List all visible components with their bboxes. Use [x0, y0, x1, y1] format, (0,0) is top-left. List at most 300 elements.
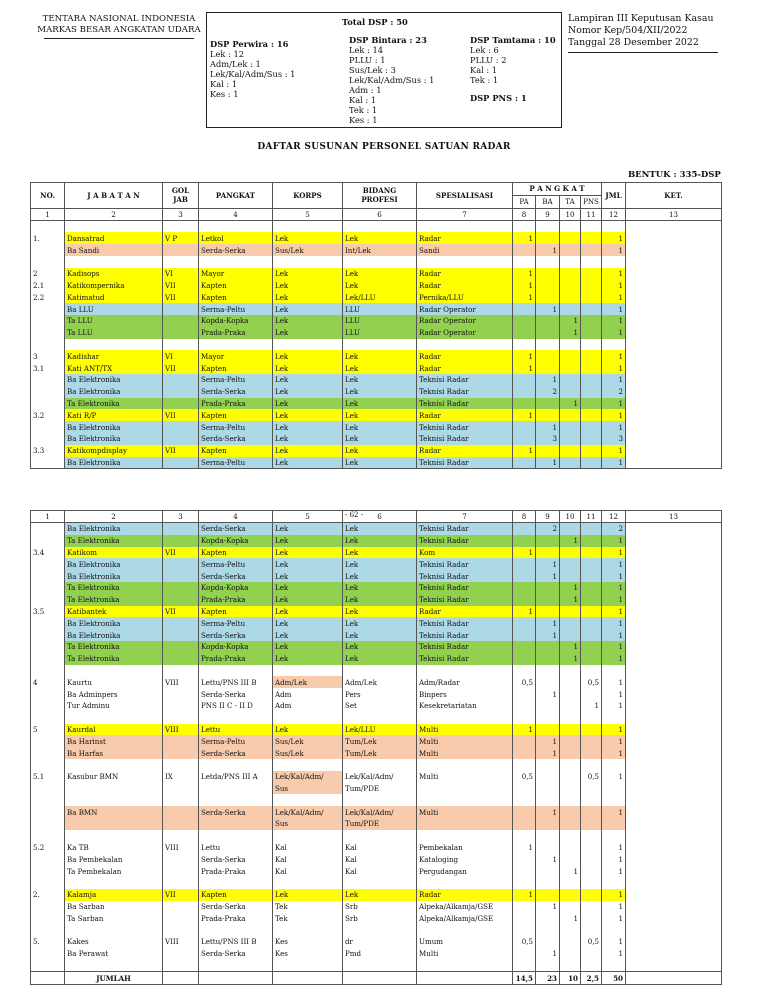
cell-ket: [626, 688, 722, 700]
cell-ba: 1: [536, 853, 560, 865]
cell-no: [31, 688, 65, 700]
cell-spes: Radar: [417, 409, 513, 421]
cell-pkt: Mayor: [199, 350, 273, 362]
cell-ket: [626, 853, 722, 865]
cell-ta: [560, 606, 581, 618]
cell-bid: Lek: [343, 641, 417, 653]
cell-ta: [560, 665, 581, 677]
cell-gol: VI: [163, 350, 199, 362]
cell-bid: Kal: [343, 842, 417, 854]
cell-pns: [581, 735, 602, 747]
cell-ba: [536, 936, 560, 948]
cell-gol: [163, 735, 199, 747]
cell-jml: 2: [602, 523, 626, 535]
table-row: [31, 629, 722, 641]
cell-pa: [513, 735, 536, 747]
cell-jml: 1: [602, 842, 626, 854]
table-row: [31, 244, 722, 256]
cell-jab: Ba Elektronika: [65, 558, 163, 570]
cell-ba: [536, 220, 560, 232]
table-row: [31, 665, 722, 677]
cell-jml: 1: [602, 771, 626, 783]
cell-pkt: Prada-Praka: [199, 398, 273, 410]
cell-jml: 1: [602, 901, 626, 913]
cell-pa: [513, 712, 536, 724]
perwira-item: Lek/Kal/Adm/Sus : 1: [210, 69, 296, 79]
cell-pns: [581, 315, 602, 327]
cell-pns: [581, 570, 602, 582]
cell-jml: [602, 959, 626, 971]
cell-no: [31, 398, 65, 410]
cell-pkt: Kapten: [199, 445, 273, 457]
cell-spes: Radar Operator: [417, 327, 513, 339]
cell-ba: [536, 232, 560, 244]
table-row: [31, 617, 722, 629]
cell-gol: [163, 570, 199, 582]
table-row: [31, 901, 722, 913]
cell-korps: Lek: [273, 409, 343, 421]
cell-pns: [581, 889, 602, 901]
cell-pa: [513, 594, 536, 606]
cell-pa: [513, 457, 536, 469]
col-ket: KET.: [626, 183, 722, 209]
cell-jab: [65, 877, 163, 889]
cell-pkt: Prada-Praka: [199, 327, 273, 339]
cell-pkt: Serda-Serka: [199, 570, 273, 582]
cell-spes: Teknisi Radar: [417, 641, 513, 653]
cell-gol: [163, 865, 199, 877]
cell-korps: Lek: [273, 629, 343, 641]
cell-ba: [536, 830, 560, 842]
cell-no: 3.5: [31, 606, 65, 618]
cell-ba: [536, 665, 560, 677]
cell-ta: [560, 794, 581, 806]
cell-ket: [626, 232, 722, 244]
column-number-row-2: [31, 511, 722, 523]
cell-jml: 1: [602, 362, 626, 374]
cell-ket: [626, 724, 722, 736]
cell-pkt: [199, 759, 273, 771]
cell-ba: [536, 783, 560, 795]
col-pangkat-group: P A N G K A T: [513, 183, 602, 196]
cell-jml: 1: [602, 303, 626, 315]
cell-ba: 2: [536, 523, 560, 535]
cell-ba: [536, 724, 560, 736]
cell-pa: [513, 853, 536, 865]
cell-jml: 1: [602, 547, 626, 559]
cell-pa: [513, 386, 536, 398]
tamtama-item: Tek : 1: [470, 75, 499, 85]
cell-ket: [626, 901, 722, 913]
cell-jab: Ba Elektronika: [65, 629, 163, 641]
cell-pa: [513, 865, 536, 877]
cell-ket: [626, 547, 722, 559]
cell-korps: Lek: [273, 268, 343, 280]
nomor-line: Nomor Kep/504/XII/2022: [568, 25, 688, 36]
cell-pns: [581, 747, 602, 759]
cell-no: [31, 315, 65, 327]
cell-ket: [626, 700, 722, 712]
cell-spes: [417, 339, 513, 351]
table-row: [31, 712, 722, 724]
cell-ket: [626, 339, 722, 351]
cell-ta: [560, 339, 581, 351]
cell-pa: [513, 327, 536, 339]
col-number-cell: 13: [626, 511, 722, 523]
table-row: [31, 315, 722, 327]
cell-spes: Radar: [417, 268, 513, 280]
cell-jml: 1: [602, 676, 626, 688]
cell-pa: [513, 315, 536, 327]
cell-jab: Ta LLU: [65, 315, 163, 327]
cell-pa: [513, 877, 536, 889]
cell-pkt: Serma-Peltu: [199, 421, 273, 433]
cell-pns: [581, 220, 602, 232]
cell-jab: Ta Pembekalan: [65, 865, 163, 877]
cell-jab: Kati ANT/TX: [65, 362, 163, 374]
cell-pkt: Kapten: [199, 889, 273, 901]
cell-korps: Lek: [273, 362, 343, 374]
cell-ket: [626, 433, 722, 445]
cell-no: [31, 303, 65, 315]
cell-spes: Teknisi Radar: [417, 523, 513, 535]
cell-korps: Lek: [273, 606, 343, 618]
cell-spes: Multi: [417, 724, 513, 736]
cell-pns: [581, 433, 602, 445]
table-row: [31, 594, 722, 606]
cell-spes: Radar: [417, 889, 513, 901]
cell-korps: [273, 794, 343, 806]
col-number-cell: 7: [417, 208, 513, 220]
cell-ba: [536, 398, 560, 410]
cell-ba: 1: [536, 570, 560, 582]
cell-pa: 1: [513, 842, 536, 854]
cell-pkt: Kopda-Kopka: [199, 641, 273, 653]
cell-jml: 1: [602, 724, 626, 736]
cell-ta: [560, 523, 581, 535]
cell-spes: Binpers: [417, 688, 513, 700]
cell-pa: 1: [513, 280, 536, 292]
cell-jml: [602, 794, 626, 806]
cell-bid: dr: [343, 936, 417, 948]
cell-spes: Kom: [417, 547, 513, 559]
cell-pa: 1: [513, 232, 536, 244]
cell-pns: 0,5: [581, 936, 602, 948]
cell-gol: [163, 386, 199, 398]
bintara-item: Tek : 1: [349, 105, 378, 115]
cell-pa: [513, 783, 536, 795]
cell-bid: Lek: [343, 433, 417, 445]
cell-korps: [273, 339, 343, 351]
cell-korps: Kes: [273, 948, 343, 960]
cell-pa: [513, 901, 536, 913]
cell-jml: 1: [602, 735, 626, 747]
cell-pa: 1: [513, 445, 536, 457]
cell-gol: [163, 641, 199, 653]
cell-ta: [560, 220, 581, 232]
cell-gol: [163, 594, 199, 606]
cell-ket: [626, 582, 722, 594]
cell-spes: Radar: [417, 606, 513, 618]
cell-no: 3.1: [31, 362, 65, 374]
cell-ket: [626, 570, 722, 582]
cell-korps: Lek: [273, 523, 343, 535]
cell-gol: [163, 457, 199, 469]
col-number-cell: 3: [163, 511, 199, 523]
col-number-cell: 3: [163, 208, 199, 220]
cell-korps: Lek: [273, 558, 343, 570]
col-number-cell: 2: [65, 511, 163, 523]
cell-pa: 1: [513, 724, 536, 736]
cell-bid: Kal: [343, 853, 417, 865]
cell-no: [31, 877, 65, 889]
cell-ba: [536, 759, 560, 771]
cell-jml: [602, 759, 626, 771]
cell-jab: Dansatrad: [65, 232, 163, 244]
cell-jml: [602, 665, 626, 677]
cell-pns: 0,5: [581, 771, 602, 783]
cell-pa: [513, 959, 536, 971]
cell-jml: 1: [602, 582, 626, 594]
cell-bid: [343, 256, 417, 268]
cell-korps: Lek: [273, 617, 343, 629]
cell-bid: Kal: [343, 865, 417, 877]
cell-pa: [513, 653, 536, 665]
cell-korps: [273, 830, 343, 842]
cell-no: [31, 735, 65, 747]
table-row: [31, 547, 722, 559]
cell-pa: [513, 421, 536, 433]
cell-bid: Lek: [343, 409, 417, 421]
table-row: [31, 232, 722, 244]
cell-ket: [626, 959, 722, 971]
cell-jml: [602, 877, 626, 889]
cell-ba: [536, 547, 560, 559]
cell-bid: Lek: [343, 232, 417, 244]
cell-pkt: Letkol: [199, 232, 273, 244]
cell-gol: [163, 806, 199, 818]
cell-pa: 0,5: [513, 771, 536, 783]
cell-gol: [163, 244, 199, 256]
cell-bid: Lek/Kal/Adm/: [343, 806, 417, 818]
cell-ba: [536, 924, 560, 936]
cell-jab: [65, 830, 163, 842]
cell-pkt: Serda-Serka: [199, 386, 273, 398]
cell-pkt: Serda-Serka: [199, 948, 273, 960]
cell-pkt: Kapten: [199, 280, 273, 292]
cell-bid: Tum/Lek: [343, 735, 417, 747]
column-number-row: [31, 208, 722, 220]
cell-pa: 0,5: [513, 676, 536, 688]
cell-jab: Kadisops: [65, 268, 163, 280]
cell-bid: Lek: [343, 421, 417, 433]
cell-pkt: PNS II C - II D: [199, 700, 273, 712]
bintara-item: Kes : 1: [349, 115, 378, 125]
cell-no: 3.3: [31, 445, 65, 457]
cell-jab: Kati R/P: [65, 409, 163, 421]
cell-bid: [343, 339, 417, 351]
cell-gol: VIII: [163, 676, 199, 688]
cell-pa: [513, 244, 536, 256]
cell-ket: [626, 606, 722, 618]
cell-jab: [65, 339, 163, 351]
cell-pkt: Kapten: [199, 409, 273, 421]
cell-bid: Tum/PDE: [343, 818, 417, 830]
cell-bid: Srb: [343, 901, 417, 913]
cell-pa: [513, 398, 536, 410]
col-korps: KORPS: [273, 183, 343, 209]
dsp-summary-box: [206, 12, 562, 128]
cell-jml: 1: [602, 315, 626, 327]
cell-spes: Radar: [417, 280, 513, 292]
cell-korps: Lek: [273, 433, 343, 445]
cell-korps: [273, 665, 343, 677]
cell-no: [31, 665, 65, 677]
table-row: [31, 783, 722, 795]
cell-jml: [602, 924, 626, 936]
table-row: [31, 339, 722, 351]
cell-ta: 1: [560, 653, 581, 665]
cell-jab: Kaurtu: [65, 676, 163, 688]
cell-jml: [602, 220, 626, 232]
table-row: [31, 327, 722, 339]
cell-spes: Teknisi Radar: [417, 558, 513, 570]
cell-pkt: Prada-Praka: [199, 865, 273, 877]
cell-ket: [626, 783, 722, 795]
cell-jml: 1: [602, 688, 626, 700]
dsp-tamtama-title: DSP Tamtama : 10: [470, 35, 556, 45]
tamtama-item: Lek : 6: [470, 45, 499, 55]
cell-korps: Adm: [273, 700, 343, 712]
cell-pa: 0,5: [513, 936, 536, 948]
cell-ket: [626, 653, 722, 665]
cell-ket: [626, 457, 722, 469]
table-row: [31, 570, 722, 582]
cell-ta: [560, 350, 581, 362]
cell-bid: Lek: [343, 617, 417, 629]
cell-no: [31, 747, 65, 759]
cell-pns: [581, 818, 602, 830]
cell-ket: [626, 865, 722, 877]
cell-pkt: [199, 665, 273, 677]
cell-spes: Radar: [417, 232, 513, 244]
table-row: [31, 877, 722, 889]
cell-spes: Multi: [417, 747, 513, 759]
cell-ta: [560, 712, 581, 724]
cell-pkt: Serma-Peltu: [199, 617, 273, 629]
cell-bid: Lek: [343, 374, 417, 386]
cell-bid: [343, 220, 417, 232]
cell-gol: VII: [163, 409, 199, 421]
table-row: [31, 747, 722, 759]
cell-pkt: Prada-Praka: [199, 653, 273, 665]
col-no: NO.: [31, 183, 65, 209]
cell-jab: Katikompernika: [65, 280, 163, 292]
cell-jml: [602, 783, 626, 795]
cell-jml: 1: [602, 291, 626, 303]
tanggal-line: Tanggal 28 Desember 2022: [568, 37, 699, 48]
cell-spes: Radar Operator: [417, 303, 513, 315]
cell-pa: [513, 629, 536, 641]
cell-pns: [581, 256, 602, 268]
cell-jml: 1: [602, 268, 626, 280]
cell-ta: [560, 724, 581, 736]
cell-ta: [560, 558, 581, 570]
cell-ba: [536, 582, 560, 594]
col-pangkat: PANGKAT: [199, 183, 273, 209]
cell-gol: [163, 794, 199, 806]
cell-ta: [560, 676, 581, 688]
cell-jab: Katikom: [65, 547, 163, 559]
cell-gol: VII: [163, 547, 199, 559]
cell-ta: 1: [560, 912, 581, 924]
cell-spes: Multi: [417, 948, 513, 960]
cell-jml: 1: [602, 806, 626, 818]
cell-ket: [626, 594, 722, 606]
table-row: [31, 220, 722, 232]
cell-pa: [513, 806, 536, 818]
cell-korps: Lek: [273, 547, 343, 559]
cell-bid: [343, 830, 417, 842]
cell-pns: [581, 712, 602, 724]
cell-ba: 1: [536, 303, 560, 315]
cell-korps: Lek/Kal/Adm/: [273, 771, 343, 783]
cell-ba: 2: [536, 386, 560, 398]
cell-pkt: Serda-Serka: [199, 806, 273, 818]
cell-pns: 0,5: [581, 676, 602, 688]
cell-pa: [513, 523, 536, 535]
cell-spes: Sandi: [417, 244, 513, 256]
cell-bid: [343, 759, 417, 771]
cell-ta: [560, 771, 581, 783]
cell-no: [31, 220, 65, 232]
cell-ba: 1: [536, 457, 560, 469]
cell-gol: [163, 688, 199, 700]
cell-pkt: Prada-Praka: [199, 594, 273, 606]
cell-jml: [602, 339, 626, 351]
cell-pa: [513, 433, 536, 445]
cell-jab: Ta Sarban: [65, 912, 163, 924]
cell-no: [31, 853, 65, 865]
cell-pa: [513, 665, 536, 677]
perwira-item: Lek : 12: [210, 49, 245, 59]
table-row: [31, 688, 722, 700]
cell-no: [31, 700, 65, 712]
cell-gol: [163, 700, 199, 712]
table-row: [31, 936, 722, 948]
personnel-table-1: [30, 182, 722, 469]
cell-jml: 1: [602, 653, 626, 665]
cell-spes: Radar: [417, 445, 513, 457]
cell-korps: Lek: [273, 445, 343, 457]
dsp-tamtama: [470, 35, 556, 103]
cell-spes: Multi: [417, 735, 513, 747]
bintara-item: Lek/Kal/Adm/Sus : 1: [349, 75, 435, 85]
col-number-cell: 11: [581, 511, 602, 523]
cell-ba: [536, 445, 560, 457]
cell-pa: 1: [513, 268, 536, 280]
cell-korps: Lek: [273, 535, 343, 547]
cell-no: 3.2: [31, 409, 65, 421]
table-row: [31, 582, 722, 594]
cell-korps: Lek: [273, 582, 343, 594]
cell-ta: [560, 421, 581, 433]
cell-ba: 1: [536, 374, 560, 386]
table-row: [31, 280, 722, 292]
cell-jab: Ba BMN: [65, 806, 163, 818]
cell-jab: Ba Harfas: [65, 747, 163, 759]
cell-jab: [65, 256, 163, 268]
